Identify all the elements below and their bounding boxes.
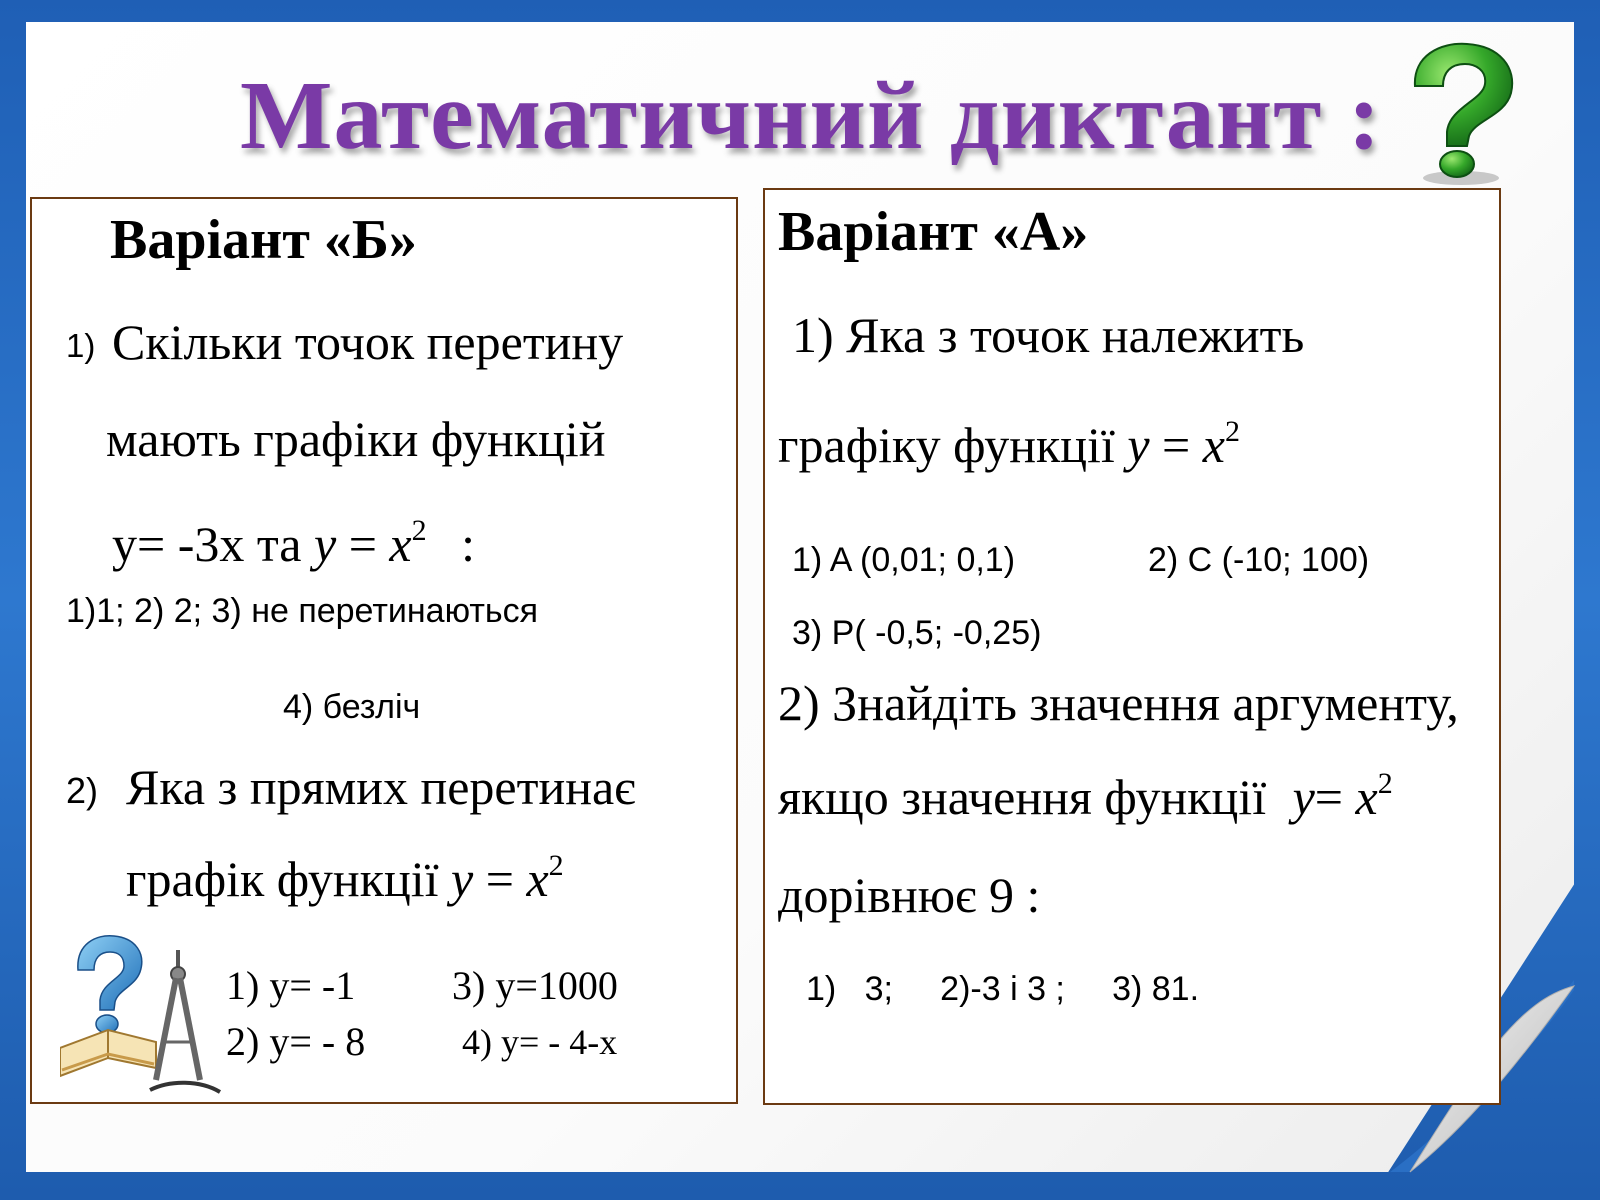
variant-b-q2-line2-prefix: графік функції (126, 851, 439, 907)
variant-b-q2-number: 2) (66, 770, 99, 811)
variant-a-q1-option1: 1) A (0,01; 0,1) (792, 541, 1016, 579)
variant-b-q1-option4: 4) безліч (283, 688, 421, 726)
variant-a-q2-func-y: y (1292, 769, 1315, 825)
variant-a-heading: Варіант «А» (778, 201, 1089, 263)
variant-b-q1-line3-prefix: y= -3x та (112, 516, 302, 572)
variant-a-q1-option2: 2) C (-10; 100) (1148, 541, 1370, 579)
variant-b-q1-func-exp: 2 (411, 514, 427, 547)
variant-a-q2-options: 1) 3; 2)-3 і 3 ; 3) 81. (806, 970, 1200, 1008)
variant-b-q1-line3 (112, 515, 475, 573)
variant-b-q2-option2: 2) y= - 8 (226, 1019, 366, 1064)
green-question-mark-icon (1395, 38, 1525, 188)
variant-b-q2-option4: 4) y= - 4-x (462, 1022, 618, 1062)
variant-b-q2-line2 (126, 850, 564, 908)
variant-a-q2-func-x: x (1355, 769, 1378, 825)
variant-b-q2-func-x: x (526, 851, 549, 907)
variant-b-q2-func-exp: 2 (548, 849, 564, 882)
variant-b-q1-line1: Скільки точок перетину (112, 314, 624, 370)
book-compass-question-icon (60, 930, 240, 1100)
variant-a-q2-func-eq: = (1314, 769, 1356, 825)
variant-b-q1-func-y: y (314, 516, 337, 572)
variant-a-q1-line1: 1) Яка з точок належить (792, 307, 1305, 363)
variant-a-q2-line1: 2) Знайдіть значення аргументу, (778, 675, 1459, 731)
variant-a-q1-option3: 3) P( -0,5; -0,25) (792, 614, 1042, 652)
variant-b-q2-func-eq: = (473, 851, 527, 907)
variant-a-q1-func-exp: 2 (1224, 415, 1240, 448)
variant-b-q1-func-x: x (389, 516, 412, 572)
variant-a-q2-line2-prefix: якщо значення функції (778, 769, 1267, 825)
slide-title: Математичний диктант : (240, 62, 1382, 170)
variant-b-q1-colon: : (461, 516, 476, 572)
variant-b-q1-line2: мають графіки функцій (106, 411, 606, 467)
variant-b-q1-number: 1) (66, 327, 96, 364)
variant-b-q1-func-eq: = (336, 516, 390, 572)
variant-b-q2-line1: Яка з прямих перетинає (126, 759, 636, 815)
variant-b-q2-option3: 3) y=1000 (452, 963, 618, 1008)
variant-a-q1-line2-prefix: графіку функції (778, 417, 1115, 473)
variant-b-q1-options: 1)1; 2) 2; 3) не перетинаються (66, 592, 539, 630)
variant-b-q2-option1: 1) y= -1 (226, 963, 356, 1008)
variant-a-q1-func-y: y (1127, 417, 1150, 473)
variant-a-q1-line2 (778, 416, 1240, 474)
variant-a-q1-func-eq: = (1149, 417, 1203, 473)
variant-b-heading: Варіант «Б» (110, 209, 417, 271)
variant-a-q2-line3: дорівнює 9 : (778, 867, 1041, 923)
variant-a-q2-func-exp: 2 (1377, 767, 1393, 800)
variant-a-q2-line2 (778, 768, 1393, 826)
variant-b-q2-func-y: y (451, 851, 474, 907)
variant-a-q1-func-x: x (1202, 417, 1225, 473)
